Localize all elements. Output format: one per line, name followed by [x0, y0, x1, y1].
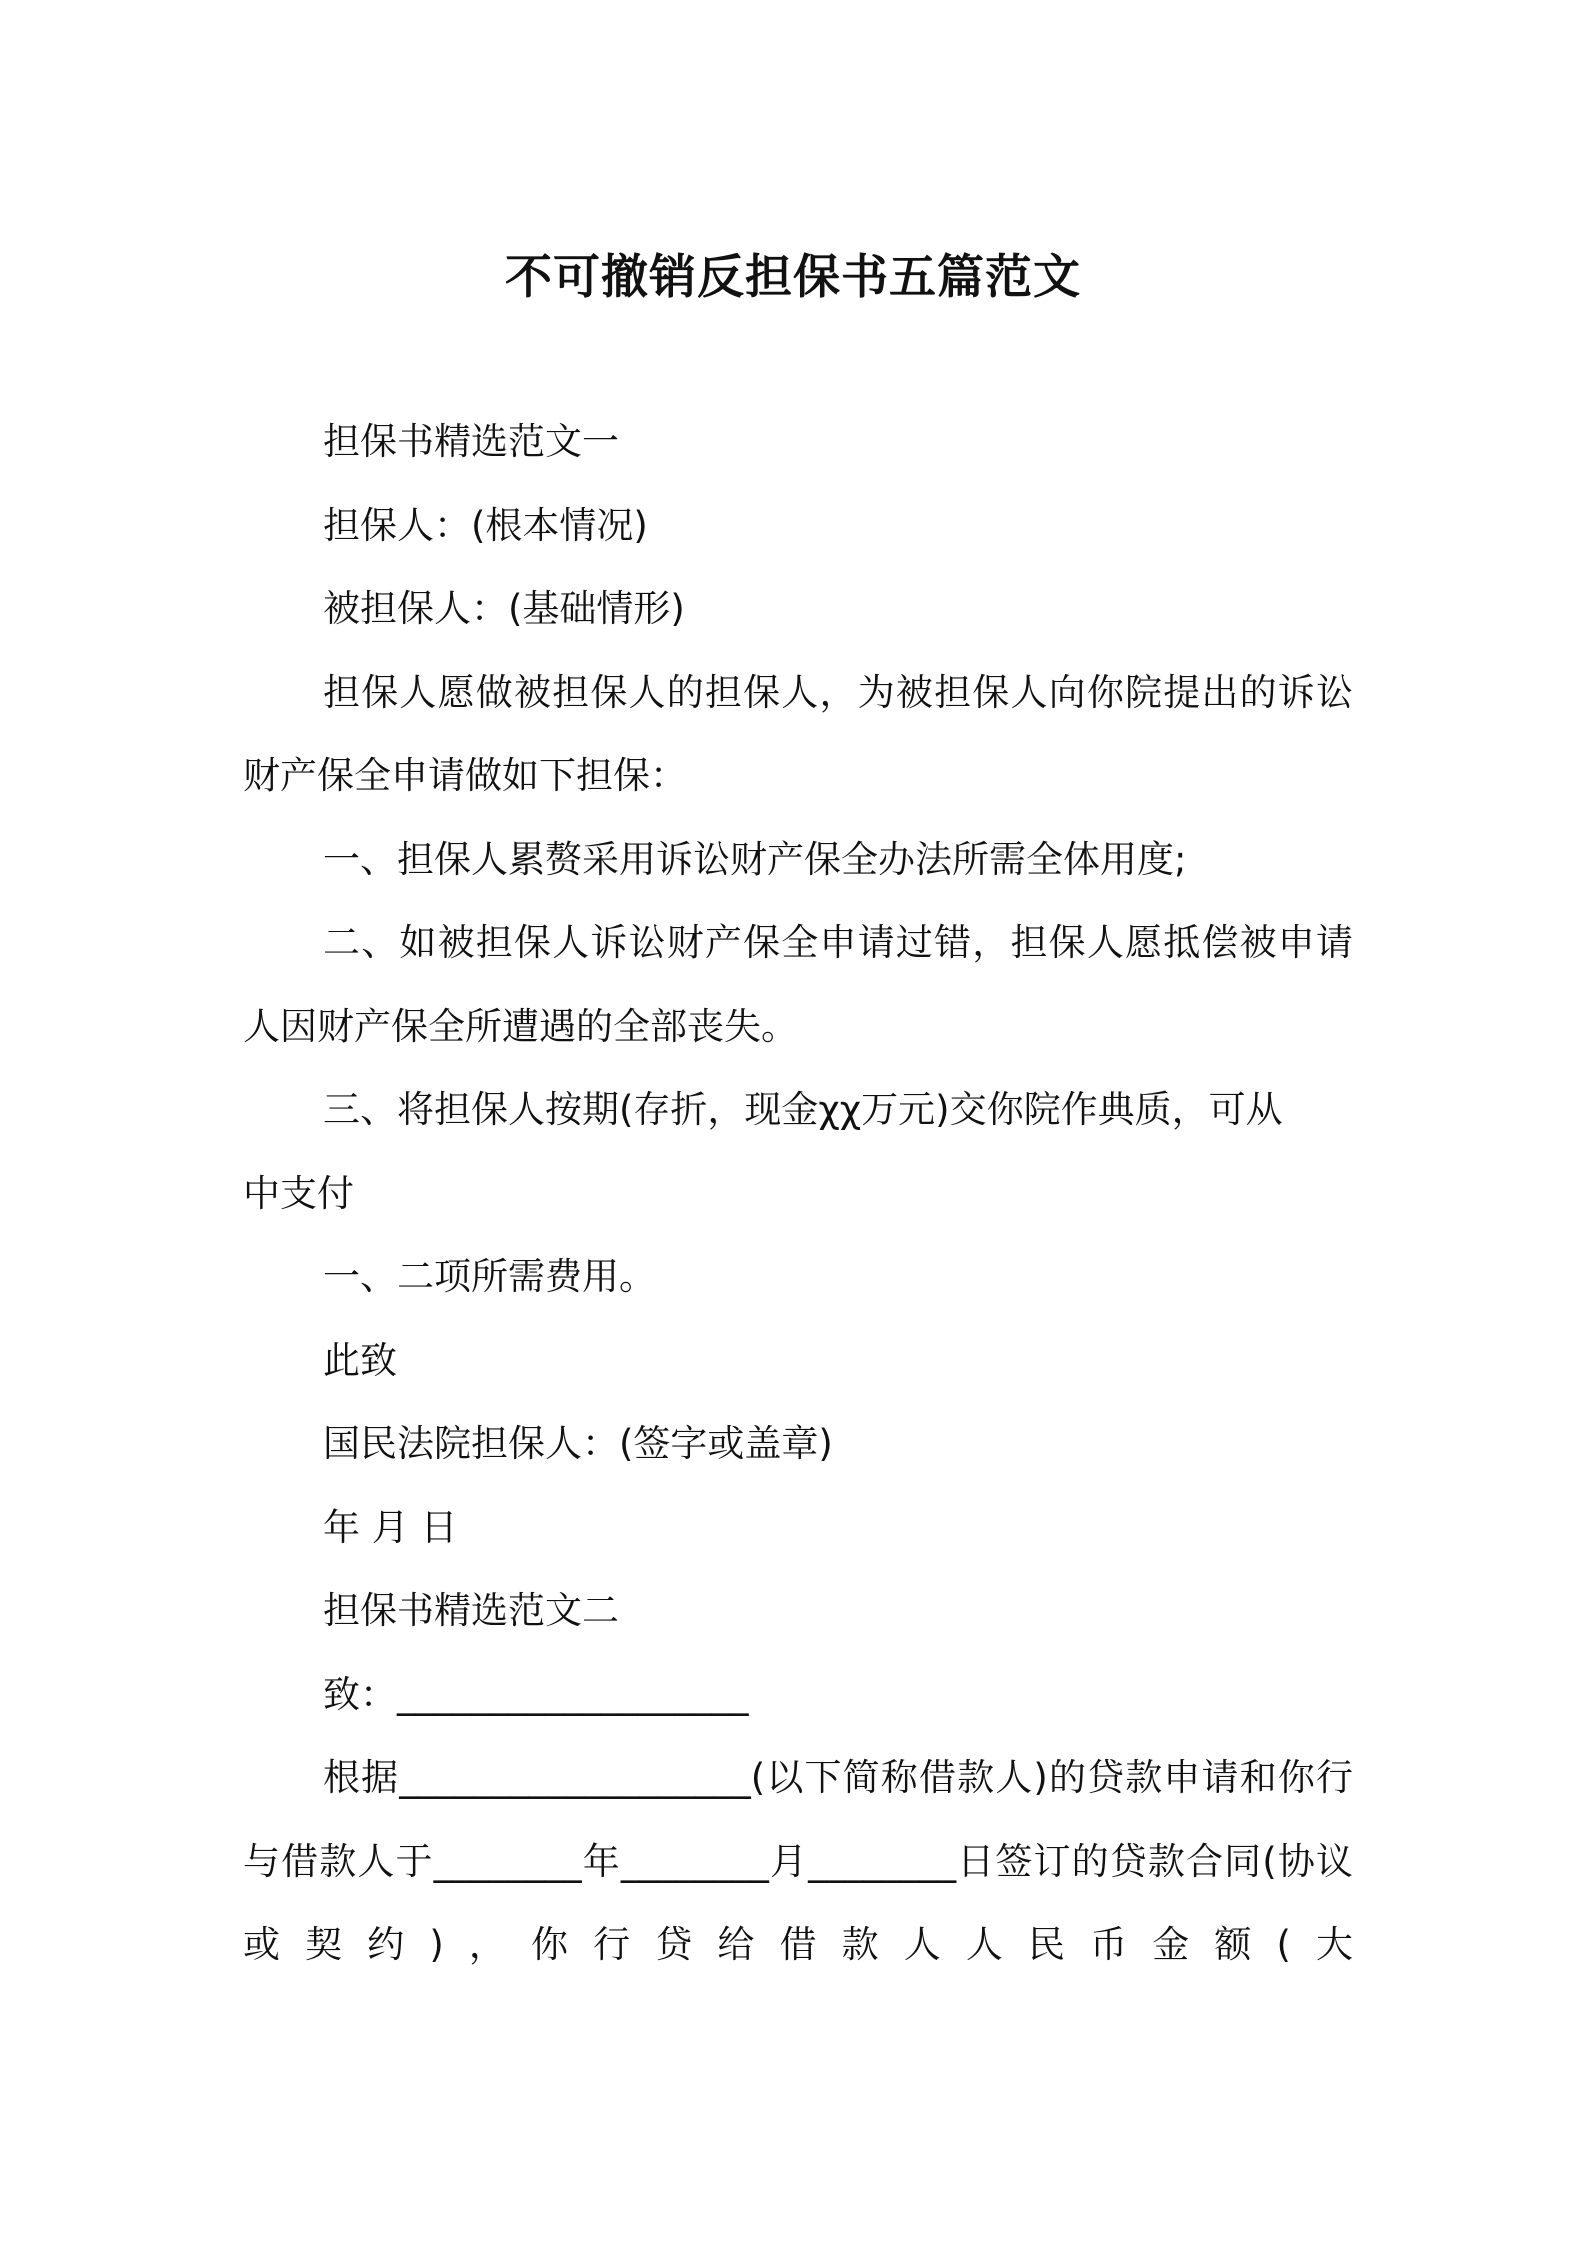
paragraph: 担保书精选范文一 — [323, 420, 619, 463]
paragraph: 担保人愿做被担保人的担保人，为被担保人向你院提出的诉讼财产保全申请做如下担保： — [243, 670, 1353, 797]
document-body — [243, 400, 1353, 1987]
paragraph: 年 月 日 — [323, 1505, 458, 1549]
paragraph: 致：___________________ — [323, 1672, 749, 1716]
document-title: 不可撤销反担保书五篇范文 — [505, 250, 1081, 306]
paragraph: 一、担保人累赘采用诉讼财产保全办法所需全体用度; — [323, 837, 1187, 881]
paragraph: 一、二项所需费用。 — [323, 1255, 656, 1298]
paragraph: 国民法院担保人：(签字或盖章) — [323, 1422, 833, 1465]
paragraph: 根据___________________(以下简称借款人)的贷款申请和你行与借款人于________年________月________日签订的贷款合同(协议或契约)，你行贷给借款人人民币金额(大 — [243, 1756, 1353, 1966]
paragraph: 此致 — [323, 1338, 397, 1382]
paragraph: 被担保人：(基础情形) — [323, 587, 685, 630]
paragraph: 二、如被担保人诉讼财产保全申请过错，担保人愿抵偿被申请人因财产保全所遭遇的全部丧失。 — [243, 921, 1353, 1048]
paragraph: 三、将担保人按期(存折，现金χχ万元)交你院作典质，可从 — [323, 1088, 1283, 1131]
paragraph: 担保书精选范文二 — [323, 1589, 619, 1632]
paragraph: 担保人：(根本情况) — [323, 503, 648, 547]
paragraph: 中支付 — [243, 1171, 354, 1215]
